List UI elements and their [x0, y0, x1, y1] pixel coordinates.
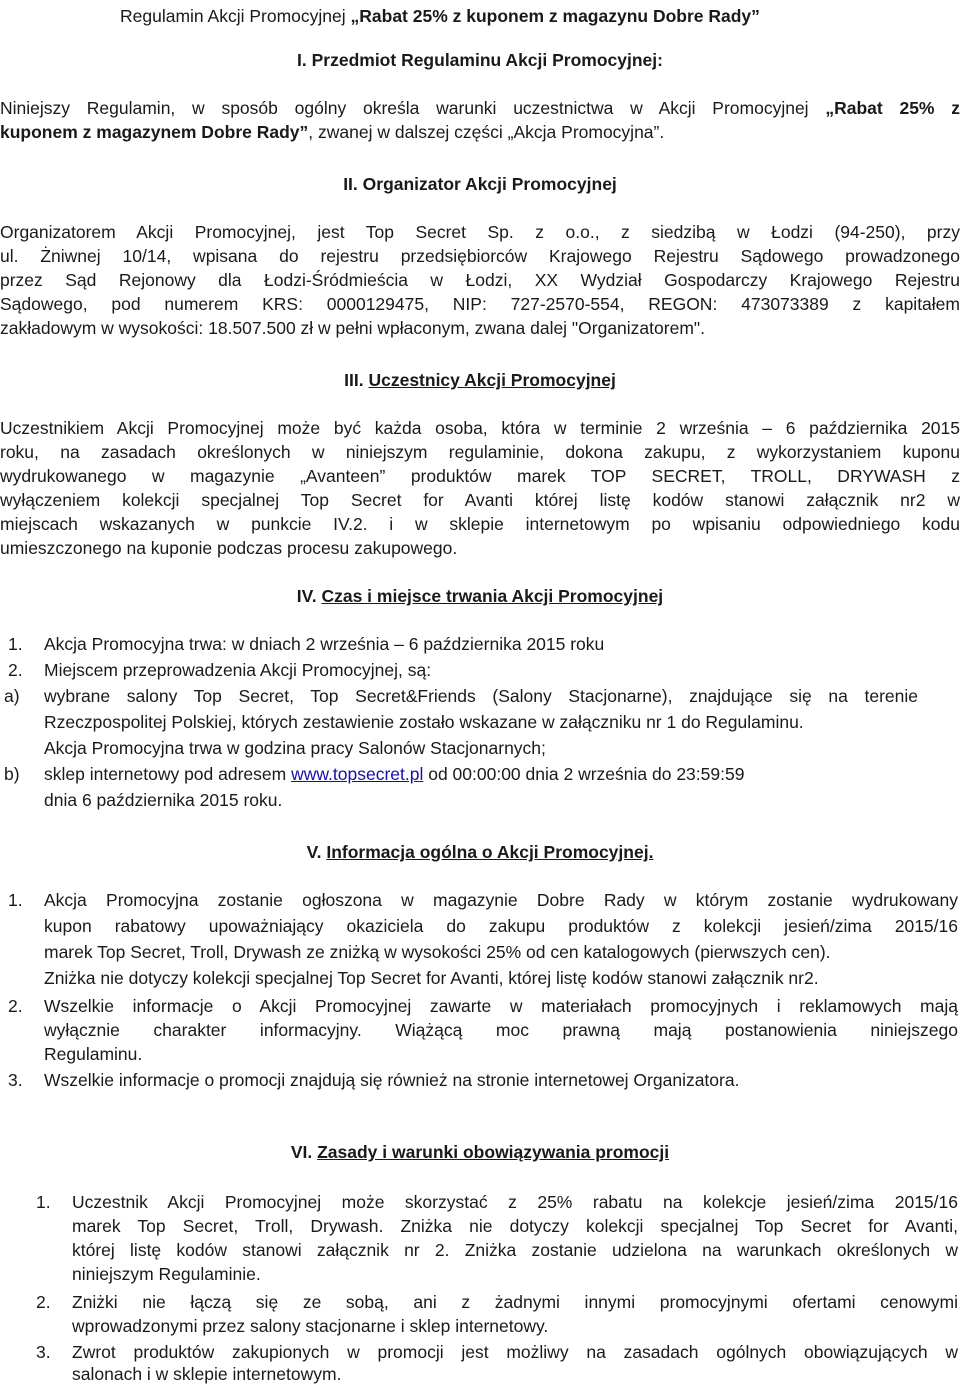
list-item-continued: Akcja Promocyjna trwa w godzina pracy Salonów Stacjonarnych;: [44, 738, 546, 758]
list-item-continued: salonach i w sklepie internetowym.: [72, 1364, 342, 1384]
list-item-continued: wyłącznie charakter informacyjny. Wiążącą moc prawną mają postanowienia niniejszego: [44, 1020, 958, 1040]
document-title: Regulamin Akcji Promocyjnej „Rabat 25% z kuponem z magazynu Dobre Rady”: [120, 6, 760, 26]
list-number: 1.: [8, 634, 23, 654]
list-letter: b): [4, 764, 20, 784]
section-3-line: Uczestnikiem Akcji Promocyjnej może być każda osoba, która w terminie 2 września – 6 października 2015: [0, 418, 960, 438]
list-item: Wszelkie informacje o promocji znajdują się również na stronie internetowej Organizatora.: [44, 1070, 740, 1090]
list-item-continued: marek Top Secret, Troll, Drywash ze zniżką w wysokości 25% od cen katalogowych (pierwszych cen).: [44, 942, 831, 962]
section-1-line: kuponem z magazynem Dobre Rady”, zwanej w dalszej części „Akcja Promocyjna”.: [0, 122, 665, 142]
list-item: Uczestnik Akcji Promocyjnej może skorzystać z 25% rabatu na kolekcje jesień/zima 2015/16: [72, 1192, 958, 1212]
list-item: Zwrot produktów zakupionych w promocji jest możliwy na zasadach ogólnych obowiązujących w: [72, 1342, 958, 1362]
list-number: 2.: [8, 996, 23, 1016]
list-number: 1.: [8, 890, 23, 910]
list-number: 1.: [36, 1192, 51, 1212]
section-5-heading: V. Informacja ogólna o Akcji Promocyjnej.: [306, 842, 654, 862]
section-2-line: Organizatorem Akcji Promocyjnej, jest Top Secret Sp. z o.o., z siedzibą w Łodzi (94-250), przy: [0, 222, 960, 242]
section-1-line: Niniejszy Regulamin, w sposób ogólny określa warunki uczestnictwa w Akcji Promocyjnej „Rabat 25% z: [0, 98, 960, 118]
section-4-heading: IV. Czas i miejsce trwania Akcji Promocyjnej: [296, 586, 664, 606]
list-number: 3.: [36, 1342, 51, 1362]
list-item-continued: Regulaminu.: [44, 1044, 143, 1064]
section-2-line: przez Sąd Rejonowy dla Łodzi-Śródmieścia w Łodzi, XX Wydział Gospodarczy Krajowego Rejestru: [0, 270, 960, 290]
section-3-line: umieszczonego na kuponie podczas procesu zakupowego.: [0, 538, 458, 558]
section-2-line: ul. Żniwnej 10/14, wpisana do rejestru przedsiębiorców Krajowego Rejestru Sądowego prowadzonego: [0, 246, 960, 266]
list-item-continued: wprowadzonymi przez salony stacjonarne i sklep internetowy.: [72, 1316, 549, 1336]
list-item: Akcja Promocyjna trwa: w dniach 2 września – 6 października 2015 roku: [44, 634, 605, 654]
topsecret-link[interactable]: www.topsecret.pl: [291, 764, 424, 784]
section-3-line: wyłączeniem kolekcji specjalnej Top Secret for Avanti której listę kodów stanowi załącznik nr2 w: [0, 490, 960, 510]
list-item: Wszelkie informacje o Akcji Promocyjnej zawarte w materiałach promocyjnych i reklamowych mają: [44, 996, 958, 1016]
list-item-continued: kupon rabatowy upoważniający okaziciela do zakupu produktów z kolekcji jesień/zima 2015/16: [44, 916, 958, 936]
list-number: 3.: [8, 1070, 23, 1090]
list-item-continued: niniejszym Regulaminie.: [72, 1264, 261, 1284]
list-item: sklep internetowy pod adresem www.topsecret.pl od 00:00:00 dnia 2 września do 23:59:59: [44, 764, 745, 784]
list-item: Akcja Promocyjna zostanie ogłoszona w magazynie Dobre Rady w którym zostanie wydrukowany: [44, 890, 958, 910]
list-item: Miejscem przeprowadzenia Akcji Promocyjnej, są:: [44, 660, 432, 680]
section-2-heading: II. Organizator Akcji Promocyjnej: [343, 174, 617, 194]
section-6-heading: VI. Zasady i warunki obowiązywania promocji: [290, 1142, 670, 1162]
section-3-heading: III. Uczestnicy Akcji Promocyjnej: [344, 370, 616, 390]
list-item: wybrane salony Top Secret, Top Secret&Friends (Salony Stacjonarne), znajdujące się na terenie: [44, 686, 918, 706]
section-2-line: zakładowym w wysokości: 18.507.500 zł w pełni wpłaconym, zwana dalej "Organizatorem".: [0, 318, 705, 338]
list-item-continued: marek Top Secret, Troll, Drywash. Zniżka nie dotyczy kolekcji specjalnej Top Secret for Avanti,: [72, 1216, 958, 1236]
section-1-heading: I. Przedmiot Regulaminu Akcji Promocyjnej:: [297, 50, 663, 70]
list-item: Zniżki nie łączą się ze sobą, ani z żadnymi innymi promocyjnymi ofertami cenowymi: [72, 1292, 958, 1312]
section-3-line: roku, na zasadach określonych w niniejszym regulaminie, dokona zakupu, z wykorzystaniem kuponu: [0, 442, 960, 462]
list-item-continued: dnia 6 października 2015 roku.: [44, 790, 283, 810]
list-number: 2.: [36, 1292, 51, 1312]
section-3-line: miejscach wskazanych w punkcie IV.2. i w sklepie internetowym po wpisaniu odpowiedniego kodu: [0, 514, 960, 534]
list-item-continued: Zniżka nie dotyczy kolekcji specjalnej Top Secret for Avanti, której listę kodów stanowi załącznik nr2.: [44, 968, 819, 988]
section-2-line: Sądowego, pod numerem KRS: 0000129475, NIP: 727-2570-554, REGON: 473073389 z kapitałem: [0, 294, 960, 314]
list-item-continued: której listę kodów stanowi załącznik nr 2. Zniżka zostanie udzielona na warunkach określonych w: [72, 1240, 958, 1260]
list-item-continued: Rzeczpospolitej Polskiej, których zestawienie zostało wskazane w załączniku nr 1 do Regulaminu.: [44, 712, 804, 732]
section-3-line: wydrukowanego w magazynie „Avanteen” produktów marek TOP SECRET, TROLL, DRYWASH z: [0, 466, 960, 486]
list-letter: a): [4, 686, 20, 706]
list-number: 2.: [8, 660, 23, 680]
